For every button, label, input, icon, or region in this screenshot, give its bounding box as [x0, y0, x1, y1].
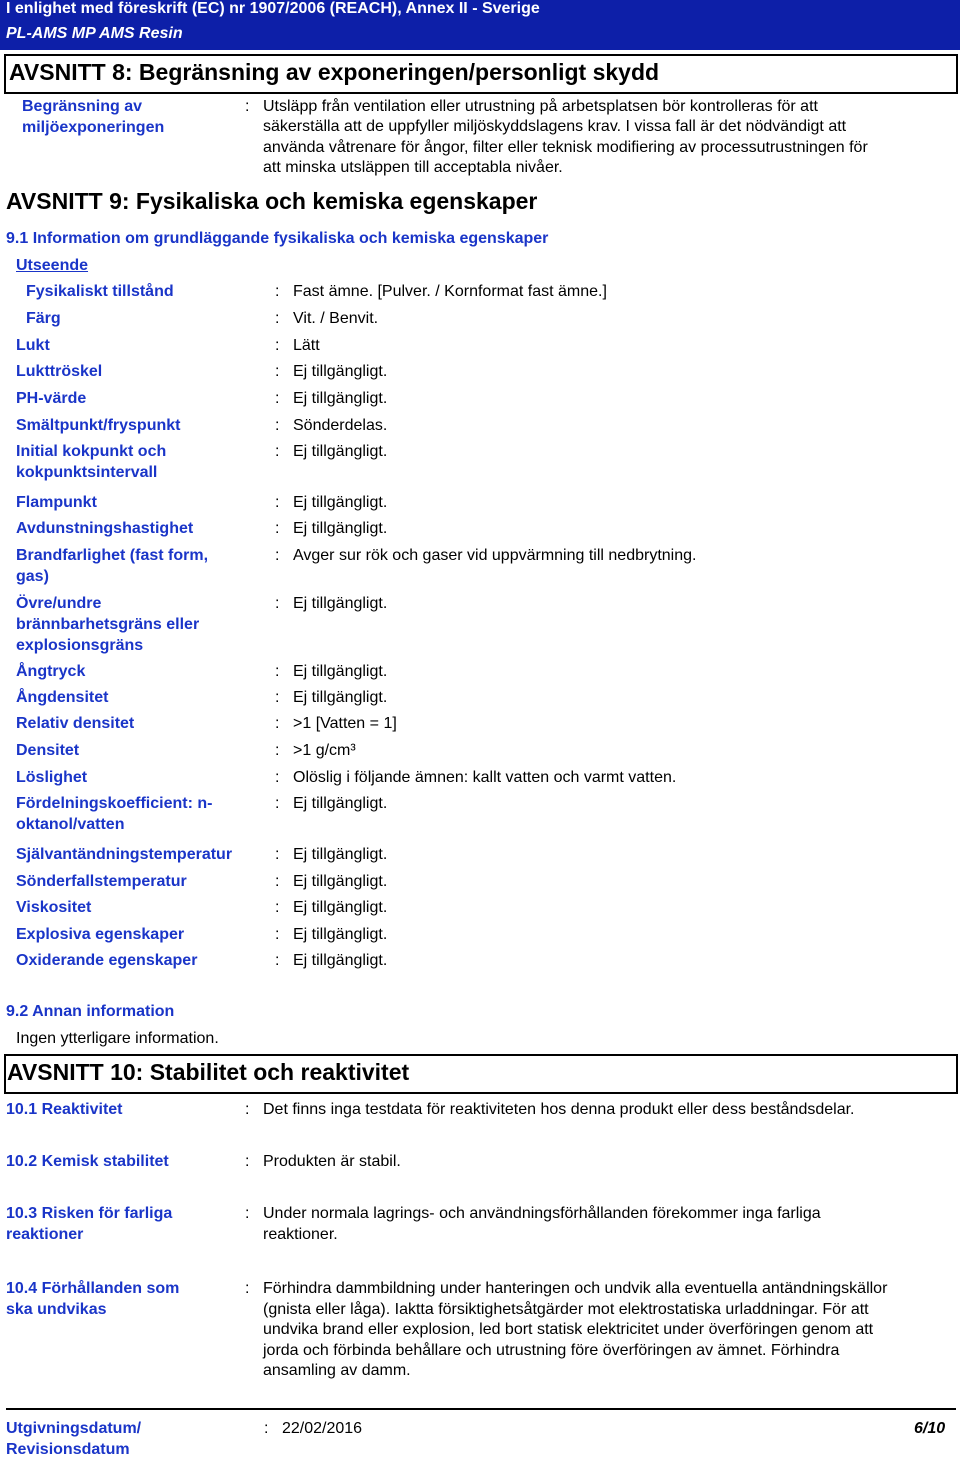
property-value: Sönderdelas.: [293, 417, 388, 434]
property-colon: :: [275, 283, 280, 300]
section-10-title: AVSNITT 10: Stabilitet och reaktivitet: [7, 1059, 410, 1085]
property-label: Lukt: [16, 337, 50, 354]
property-label: Övre/undre: [16, 595, 102, 612]
stability-label: 10.4 Förhållanden som: [6, 1280, 180, 1297]
property-colon: :: [275, 899, 280, 916]
env-exposure-colon: :: [245, 98, 250, 115]
page-number: 6/10: [914, 1420, 946, 1437]
env-exposure-text-line: Utsläpp från ventilation eller utrustning på arbetsplatsen bör kontrolleras för att: [263, 98, 818, 115]
property-label: Initial kokpunkt och: [16, 443, 167, 460]
stability-colon: :: [245, 1205, 250, 1222]
env-exposure-label-1: Begränsning av: [22, 98, 143, 115]
stability-text-line: reaktioner.: [263, 1225, 338, 1243]
property-value: Avger sur rök och gaser vid uppvärmning till nedbrytning.: [293, 547, 697, 564]
section-9-title: AVSNITT 9: Fysikaliska och kemiska egenskaper: [6, 188, 538, 214]
property-value: Ej tillgängligt.: [293, 494, 388, 511]
stability-colon: :: [245, 1280, 250, 1297]
property-label: gas): [16, 568, 49, 585]
property-label: oktanol/vatten: [16, 816, 125, 833]
property-label: kokpunktsintervall: [16, 464, 158, 481]
property-colon: :: [275, 417, 280, 434]
property-colon: :: [275, 443, 280, 460]
property-label: Fysikaliskt tillstånd: [26, 283, 174, 300]
property-colon: :: [275, 769, 280, 786]
section-8-title: AVSNITT 8: Begränsning av exponeringen/personligt skydd: [9, 59, 660, 85]
property-value: >1 [Vatten = 1]: [293, 715, 397, 732]
property-value: Ej tillgängligt.: [293, 689, 388, 706]
stability-text-line: Under normala lagrings- och användningsförhållanden förekommer inga farliga: [263, 1205, 821, 1222]
property-label: explosionsgräns: [16, 637, 144, 654]
property-colon: :: [275, 689, 280, 706]
property-colon: :: [275, 337, 280, 354]
property-colon: :: [275, 873, 280, 890]
stability-text-line: jorda och förbinda behållare och utrustning före överföringen av ämnet. Förhindra: [263, 1341, 840, 1359]
property-label: brännbarhetsgräns eller: [16, 616, 200, 633]
property-label: Ångdensitet: [16, 689, 109, 706]
property-value: Ej tillgängligt.: [293, 443, 388, 460]
property-colon: :: [275, 715, 280, 732]
env-exposure-label-2: miljöexponeringen: [22, 119, 165, 136]
stability-text-line: Förhindra dammbildning under hanteringen och undvik alla eventuella antändningskällor: [263, 1280, 888, 1297]
property-label: Relativ densitet: [16, 715, 135, 732]
issue-date-value: 22/02/2016: [282, 1420, 363, 1437]
property-colon: :: [275, 547, 280, 564]
property-colon: :: [275, 520, 280, 537]
property-value: Ej tillgängligt.: [293, 595, 388, 612]
stability-colon: :: [245, 1101, 250, 1118]
property-colon: :: [275, 952, 280, 969]
property-label: Ångtryck: [16, 663, 86, 680]
property-label: Löslighet: [16, 769, 88, 786]
property-value: Ej tillgängligt.: [293, 899, 388, 916]
stability-text-line: (gnista eller låga). Iaktta försiktighetsåtgärder mot elektrostatiska urladdningar. För att: [263, 1300, 869, 1318]
property-value: Fast ämne. [Pulver. / Kornformat fast ämne.]: [293, 283, 607, 300]
stability-colon: :: [245, 1153, 250, 1170]
property-value: Ej tillgängligt.: [293, 795, 388, 812]
section-9-2-heading: 9.2 Annan information: [6, 1003, 175, 1020]
property-value: Ej tillgängligt.: [293, 873, 388, 890]
property-value: Ej tillgängligt.: [293, 952, 388, 969]
property-label: Avdunstningshastighet: [16, 520, 194, 537]
property-label: Lukttröskel: [16, 363, 103, 380]
property-label: Självantändningstemperatur: [16, 846, 233, 863]
other-info-text: Ingen ytterligare information.: [16, 1030, 219, 1047]
property-label: Brandfarlighet (fast form,: [16, 547, 209, 564]
property-label: Oxiderande egenskaper: [16, 952, 198, 969]
property-label: PH-värde: [16, 390, 87, 407]
stability-label: 10.3 Risken för farliga: [6, 1205, 173, 1222]
property-colon: :: [275, 795, 280, 812]
regulation-title: I enlighet med föreskrift (EC) nr 1907/2006 (REACH), Annex II - Sverige: [6, 0, 540, 17]
property-label: Viskositet: [16, 899, 92, 916]
property-label: Smältpunkt/fryspunkt: [16, 417, 181, 434]
footer-divider: [6, 1408, 956, 1410]
appearance-heading: Utseende: [16, 257, 89, 274]
property-label: Flampunkt: [16, 494, 97, 511]
property-colon: :: [275, 595, 280, 612]
stability-label: reaktioner: [6, 1226, 84, 1243]
env-exposure-text-line: att minska utsläppen till acceptabla nivåer.: [263, 159, 563, 176]
issue-date-colon: :: [264, 1420, 269, 1437]
property-value: Ej tillgängligt.: [293, 390, 388, 407]
property-colon: :: [275, 494, 280, 511]
product-name: PL-AMS MP AMS Resin: [6, 25, 183, 42]
env-exposure-text-line: använda våtrenare för ångor, filter eller teknisk modifiering av processutrustningen för: [263, 139, 868, 156]
stability-label: ska undvikas: [6, 1301, 107, 1318]
stability-text-line: ansamling av damm.: [263, 1362, 411, 1379]
env-exposure-text-line: säkerställa att de uppfyller miljöskyddslagens krav. I vissa fall är det nödvändigt att: [263, 118, 847, 135]
stability-text-line: undvika brand eller explosion, led bort statisk elektricitet under överföringen genom att: [263, 1321, 874, 1338]
stability-label: 10.1 Reaktivitet: [6, 1101, 123, 1118]
property-label: Fördelningskoefficient: n-: [16, 795, 213, 812]
property-value: Ej tillgängligt.: [293, 520, 388, 537]
property-colon: :: [275, 926, 280, 943]
property-value: Olöslig i följande ämnen: kallt vatten och varmt vatten.: [293, 769, 677, 786]
property-value: Ej tillgängligt.: [293, 663, 388, 680]
section-9-1-heading: 9.1 Information om grundläggande fysikaliska och kemiska egenskaper: [6, 230, 549, 247]
property-label: Explosiva egenskaper: [16, 926, 185, 943]
property-value: Ej tillgängligt.: [293, 926, 388, 943]
stability-text-line: Det finns inga testdata för reaktiviteten hos denna produkt eller dess beståndsdelar.: [263, 1101, 855, 1118]
stability-label: 10.2 Kemisk stabilitet: [6, 1153, 169, 1170]
property-colon: :: [275, 846, 280, 863]
property-colon: :: [275, 663, 280, 680]
property-colon: :: [275, 363, 280, 380]
property-value: Lätt: [293, 337, 320, 354]
issue-date-label-2: Revisionsdatum: [6, 1441, 130, 1458]
property-colon: :: [275, 390, 280, 407]
property-value: Ej tillgängligt.: [293, 363, 388, 380]
property-label: Färg: [26, 310, 61, 327]
stability-text-line: Produkten är stabil.: [263, 1153, 401, 1170]
property-value: >1 g/cm³: [293, 742, 356, 759]
property-label: Densitet: [16, 742, 80, 759]
property-colon: :: [275, 310, 280, 327]
property-value: Vit. / Benvit.: [293, 310, 379, 327]
property-value: Ej tillgängligt.: [293, 846, 388, 863]
property-label: Sönderfallstemperatur: [16, 873, 187, 890]
property-colon: :: [275, 742, 280, 759]
issue-date-label-1: Utgivningsdatum/: [6, 1420, 142, 1437]
